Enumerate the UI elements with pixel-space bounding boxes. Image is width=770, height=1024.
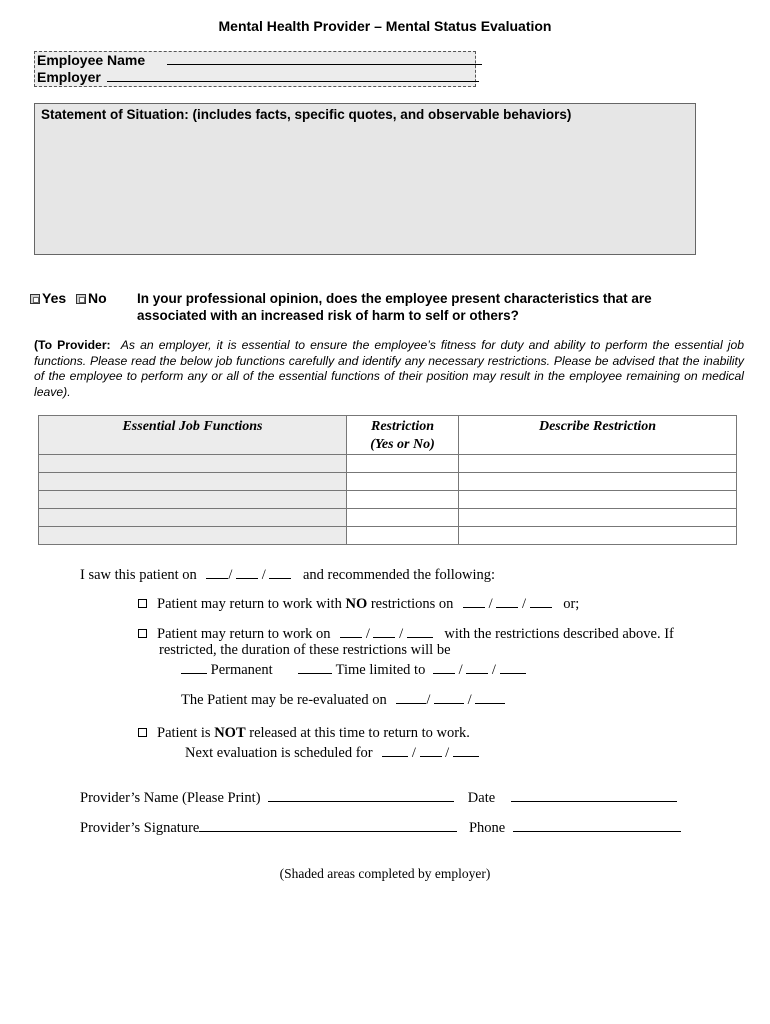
option-not-released — [138, 725, 470, 742]
opt1-day-field[interactable] — [496, 594, 518, 608]
employer-label: Employer — [37, 69, 101, 85]
opt2-month-field[interactable] — [340, 624, 362, 638]
provider-name-label: Provider’s Name (Please Print) — [80, 790, 261, 806]
reeval-month-field[interactable] — [396, 690, 426, 704]
opt1-year-field[interactable] — [530, 594, 552, 608]
opt1-or: or; — [563, 596, 580, 612]
col-restriction-line1: Restriction — [370, 419, 434, 434]
saw-month-field[interactable] — [206, 565, 228, 579]
option-no-restrictions: Patient may return to work with NO restrictions on / / or; — [138, 594, 579, 613]
saw-day-field[interactable] — [236, 565, 258, 579]
provider-signature-field[interactable] — [199, 818, 457, 832]
yes-checkbox[interactable] — [30, 294, 40, 304]
restriction-cell[interactable] — [347, 491, 459, 509]
time-year-field[interactable] — [500, 660, 526, 674]
saw-suffix: and recommended the following: — [302, 567, 496, 583]
job-function-cell[interactable] — [39, 455, 347, 473]
saw-year-field[interactable] — [269, 565, 291, 579]
opt2-year-field[interactable] — [407, 624, 433, 638]
date-label: Date — [467, 790, 496, 806]
opt2-post: with the restrictions described above. If — [444, 626, 674, 642]
next-year-field[interactable] — [453, 743, 479, 757]
provider-signature-line — [80, 818, 681, 837]
employee-name-field[interactable] — [167, 52, 482, 65]
provider-note-text: As an employer, it is essential to ensure the employee’s fitness for duty and ability to perform the essential job functions. Please read the below job functions carefully and identify any necessary restrictions. Please be advised that the inability of the employee to perform any or all of the essential functions of their position may result in the employee remaining on medical leave). — [34, 338, 744, 399]
table-row — [39, 527, 737, 545]
next-month-field[interactable] — [382, 743, 408, 757]
restriction-cell[interactable] — [347, 509, 459, 527]
job-function-cell[interactable] — [39, 491, 347, 509]
describe-cell[interactable] — [459, 527, 737, 545]
phone-field[interactable] — [513, 818, 681, 832]
phone-label: Phone — [468, 820, 506, 836]
opt3-pre: Patient is — [157, 725, 211, 741]
col-describe-restriction: Describe Restriction — [459, 416, 737, 455]
time-limited-label: Time limited to — [335, 662, 426, 678]
provider-note — [34, 338, 744, 400]
col-essential-job-functions: Essential Job Functions — [39, 416, 347, 455]
next-eval-line: Next evaluation is scheduled for / / — [185, 743, 479, 762]
duration-line: Permanent Time limited to / / — [181, 660, 526, 679]
date-field[interactable] — [511, 788, 677, 802]
col-restriction-line2: (Yes or No) — [370, 437, 435, 452]
yes-label: Yes — [42, 290, 67, 306]
restriction-cell[interactable] — [347, 527, 459, 545]
time-limited-field[interactable] — [298, 660, 332, 674]
job-functions-table — [38, 415, 737, 545]
no-restrictions-checkbox[interactable] — [138, 599, 147, 608]
describe-cell[interactable] — [459, 455, 737, 473]
risk-question: In your professional opinion, does the employee present characteristics that are associated with an increased risk of harm to self or others? — [137, 291, 652, 323]
opt2-line2: restricted, the duration of these restrictions will be — [159, 642, 451, 658]
footer-note: (Shaded areas completed by employer) — [279, 866, 491, 881]
no-label: No — [88, 290, 107, 306]
permanent-label: Permanent — [210, 662, 273, 678]
next-eval-label: Next evaluation is scheduled for — [185, 745, 373, 761]
provider-note-lead: (To Provider: — [34, 338, 111, 352]
risk-yes-no — [30, 290, 107, 306]
opt1-bold: NO — [345, 596, 368, 612]
describe-cell[interactable] — [459, 473, 737, 491]
job-function-cell[interactable] — [39, 527, 347, 545]
opt1-month-field[interactable] — [463, 594, 485, 608]
job-function-cell[interactable] — [39, 509, 347, 527]
statement-label: Statement of Situation: (includes facts, specific quotes, and observable behaviors) — [41, 107, 572, 122]
job-function-cell[interactable] — [39, 473, 347, 491]
reevaluate-label: The Patient may be re-evaluated on — [181, 692, 387, 708]
provider-signature-label: Provider’s Signature — [80, 820, 200, 836]
no-checkbox[interactable] — [76, 294, 86, 304]
table-row — [39, 473, 737, 491]
saw-patient-label: I saw this patient on — [80, 567, 197, 583]
provider-name-line — [80, 788, 677, 807]
opt1-post: restrictions on — [370, 596, 454, 612]
opt2-day-field[interactable] — [373, 624, 395, 638]
time-month-field[interactable] — [433, 660, 455, 674]
provider-name-field[interactable] — [268, 788, 454, 802]
restriction-cell[interactable] — [347, 455, 459, 473]
opt2-pre: Patient may return to work on — [157, 626, 331, 642]
employer-field[interactable] — [107, 69, 479, 82]
restriction-cell[interactable] — [347, 473, 459, 491]
opt3-bold: NOT — [214, 725, 246, 741]
opt3-post: released at this time to return to work. — [249, 725, 470, 741]
option-with-restrictions: Patient may return to work on / / with the restrictions described above. If — [138, 624, 674, 643]
employee-info-box — [34, 51, 476, 87]
reevaluate-line: The Patient may be re-evaluated on / / — [181, 690, 505, 709]
next-day-field[interactable] — [420, 743, 442, 757]
table-row — [39, 491, 737, 509]
table-row — [39, 455, 737, 473]
describe-cell[interactable] — [459, 491, 737, 509]
col-restriction — [347, 416, 459, 455]
form-title: Mental Health Provider – Mental Status Evaluation — [218, 18, 552, 34]
table-row — [39, 509, 737, 527]
time-day-field[interactable] — [466, 660, 488, 674]
employee-name-label: Employee Name — [37, 52, 146, 68]
saw-patient-line: I saw this patient on / / and recommended the following: — [80, 567, 496, 583]
permanent-field[interactable] — [181, 660, 207, 674]
statement-of-situation-box[interactable] — [34, 103, 696, 255]
describe-cell[interactable] — [459, 509, 737, 527]
opt1-pre: Patient may return to work with — [157, 596, 342, 612]
with-restrictions-checkbox[interactable] — [138, 629, 147, 638]
not-released-checkbox[interactable] — [138, 728, 147, 737]
reeval-day-field[interactable] — [434, 690, 464, 704]
reeval-year-field[interactable] — [475, 690, 505, 704]
